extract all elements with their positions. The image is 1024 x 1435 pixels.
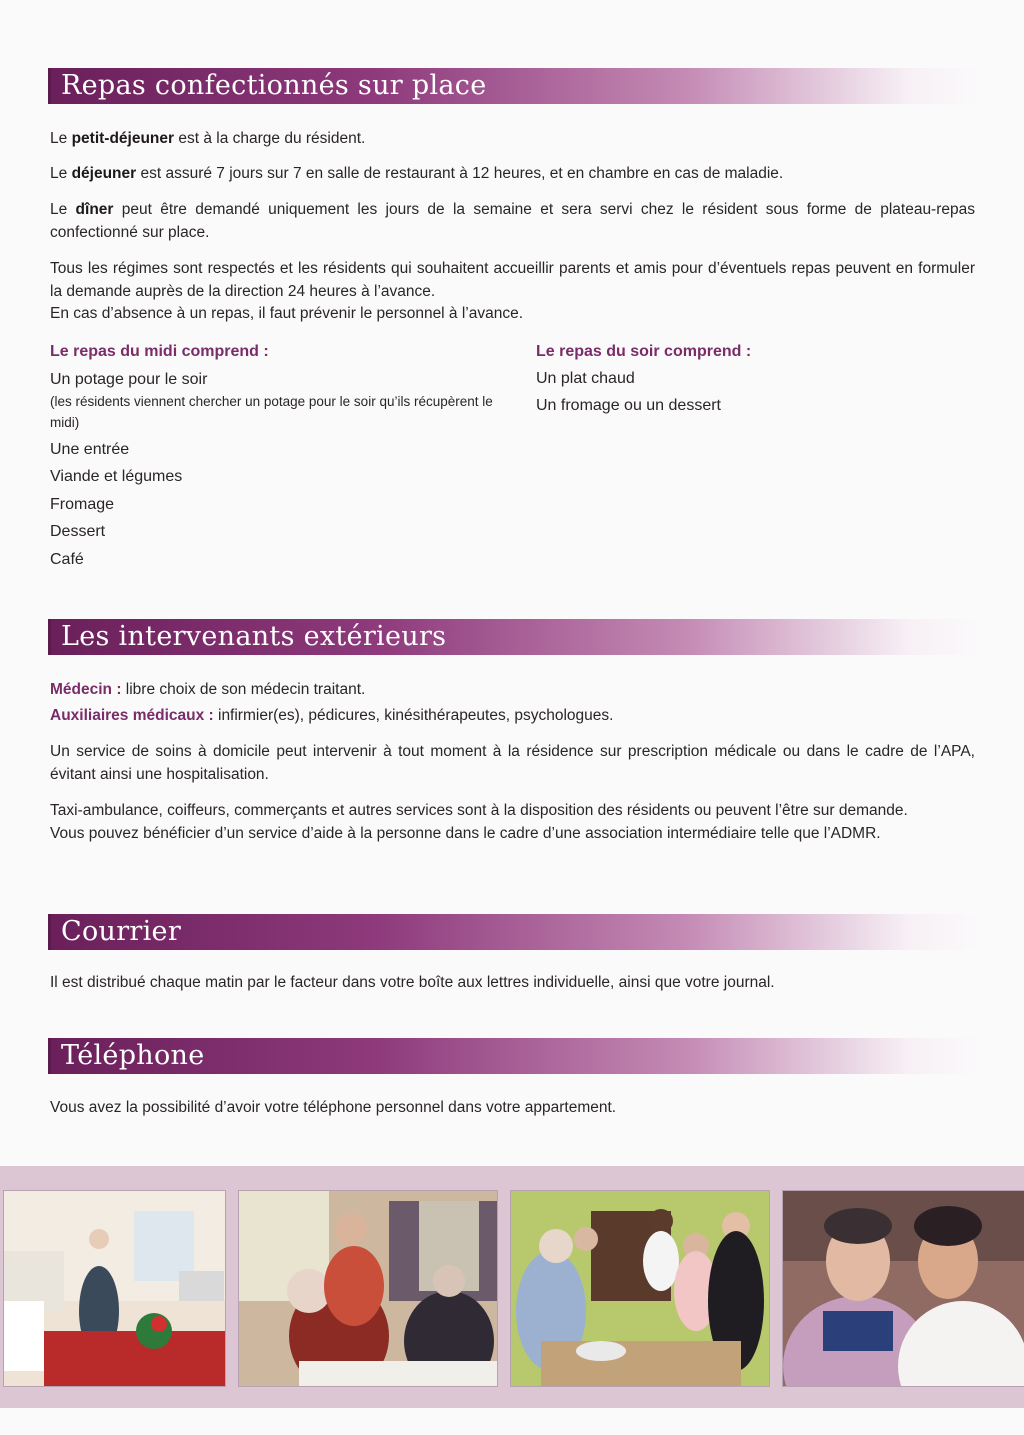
section-banner-repas	[48, 68, 983, 104]
midi-item: Une entrée	[50, 441, 130, 458]
paragraph-medecin: Médecin : libre choix de son médecin traitant.	[50, 681, 366, 698]
paragraph-auxiliaires: Auxiliaires médicaux : infirmier(es), pédicures, kinésithérapeutes, psychologues.	[50, 707, 614, 724]
midi-item: Fromage	[50, 496, 115, 513]
soir-item: Un plat chaud	[536, 370, 635, 387]
paragraph-petit-dejeuner: Le petit-déjeuner est à la charge du résident.	[50, 130, 366, 147]
midi-note: (les résidents viennent chercher un potage pour le soir qu’ils récupèrent le midi)	[50, 394, 493, 430]
section-title: Courrier	[61, 916, 182, 947]
photo-resident-kitchen	[3, 1190, 226, 1387]
paragraph-diner: Le dîner peut être demandé uniquement les jours de la semaine et sera servi chez le résident sous forme de plateau-repas confectionné sur place.	[50, 201, 975, 241]
midi-item: Café	[50, 551, 84, 568]
paragraph-telephone: Vous avez la possibilité d’avoir votre téléphone personnel dans votre appartement.	[50, 1099, 617, 1116]
midi-item: Viande et légumes	[50, 468, 183, 485]
photo-residents-table	[238, 1190, 498, 1387]
midi-item: Un potage pour le soir	[50, 371, 208, 388]
midi-item: Dessert	[50, 523, 106, 540]
midi-heading: Le repas du midi comprend :	[50, 343, 269, 360]
soir-item: Un fromage ou un dessert	[536, 397, 721, 414]
section-title: Repas confectionnés sur place	[61, 70, 487, 101]
section-title: Les intervenants extérieurs	[61, 621, 447, 652]
photo-cooking-workshop	[510, 1190, 770, 1387]
section-banner-courrier	[48, 914, 983, 950]
paragraph-services: Taxi-ambulance, coiffeurs, commerçants et autres services sont à la disposition des résidents ou peuvent l’être sur demande. Vous pouvez bénéficier d’un service d’aide à la personne dans le cadre d’une association intermédiaire telle que l’ADMR.	[50, 802, 908, 842]
section-banner-intervenants	[48, 619, 983, 655]
paragraph-dejeuner: Le déjeuner est assuré 7 jours sur 7 en salle de restaurant à 12 heures, et en chambre en cas de maladie.	[50, 165, 784, 182]
section-title: Téléphone	[61, 1040, 205, 1071]
soir-heading: Le repas du soir comprend :	[536, 343, 752, 360]
paragraph-courrier: Il est distribué chaque matin par le facteur dans votre boîte aux lettres individuelle, ainsi que votre journal.	[50, 974, 775, 991]
paragraph-soins: Un service de soins à domicile peut intervenir à tout moment à la résidence sur prescription médicale ou dans le cadre de l’APA, évitant ainsi une hospitalisation.	[50, 743, 975, 783]
section-banner-telephone	[48, 1038, 983, 1074]
paragraph-regimes: Tous les régimes sont respectés et les résidents qui souhaitent accueillir parents et amis pour d’éventuels repas peuvent en formuler la demande auprès de la direction 24 heures à l’avance. En cas d’absence à un repas, il faut prévenir le personnel à l’avance.	[50, 260, 975, 322]
photo-two-women-portrait	[782, 1190, 1024, 1387]
